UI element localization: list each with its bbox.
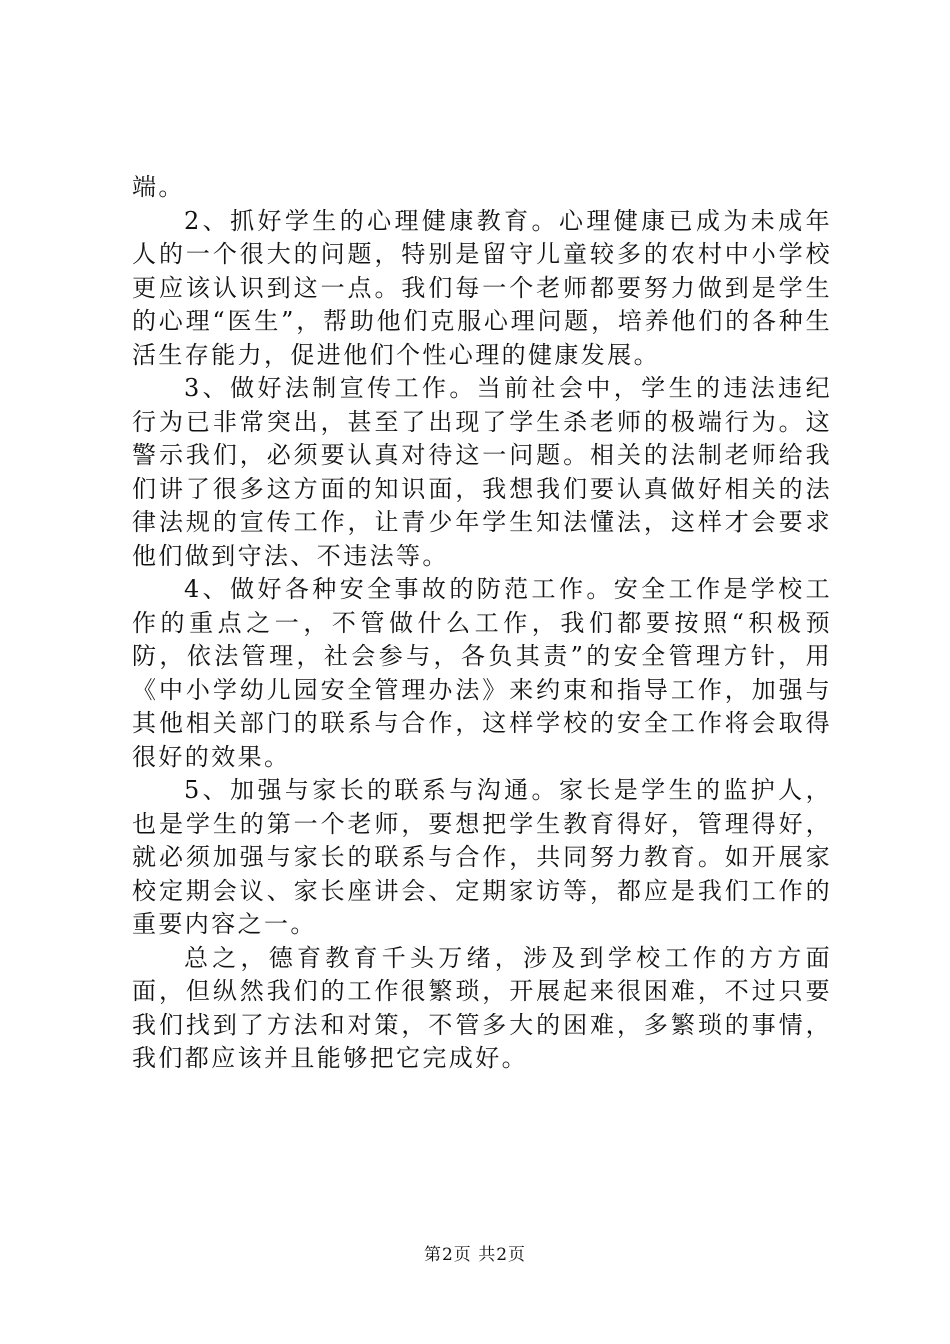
paragraph-safety: 4、做好各种安全事故的防范工作。安全工作是学校工作的重点之一，不管做什么工作，我们都要按照“积极预防，依法管理，社会参与，各负其责”的安全管理方针，用《中小学幼儿园安全管理办法》来约束和指导工作，加强与其他相关部门的联系与合作，这样学校的安全工作将会取得很好的效果。 — [132, 575, 832, 771]
paragraph-legal-education: 3、做好法制宣传工作。当前社会中，学生的违法违纪行为已非常突出，甚至了出现了学生杀老师的极端行为。这警示我们，必须要认真对待这一问题。相关的法制老师给我们讲了很多这方面的知识面，我想我们要认真做好相关的法律法规的宣传工作，让青少年学生知法懂法，这样才会要求他们做到守法、不违法等。 — [132, 374, 832, 570]
paragraph-parent-communication: 5、加强与家长的联系与沟通。家长是学生的监护人，也是学生的第一个老师，要想把学生教育得好，管理得好，就必须加强与家长的联系与合作，共同努力教育。如开展家校定期会议、家长座讲会、定期家访等，都应是我们工作的重要内容之一。 — [132, 776, 832, 938]
paragraph-conclusion: 总之，德育教育千头万绪，涉及到学校工作的方方面面，但纵然我们的工作很繁琐，开展起来很困难，不过只要我们找到了方法和对策，不管多大的困难，多繁琐的事情，我们都应该并且能够把它完成好。 — [132, 943, 832, 1072]
paragraph-continuation: 端。 — [132, 173, 185, 201]
document-body — [132, 171, 832, 1076]
page-footer: 第2页 共2页 — [423, 1245, 527, 1265]
paragraph-mental-health: 2、抓好学生的心理健康教育。心理健康已成为未成年人的一个很大的问题，特别是留守儿童较多的农村中小学校更应该认识到这一点。我们每一个老师都要努力做到是学生的心理“医生”，帮助他们克服心理问题，培养他们的各种生活生存能力，促进他们个性心理的健康发展。 — [132, 206, 832, 369]
